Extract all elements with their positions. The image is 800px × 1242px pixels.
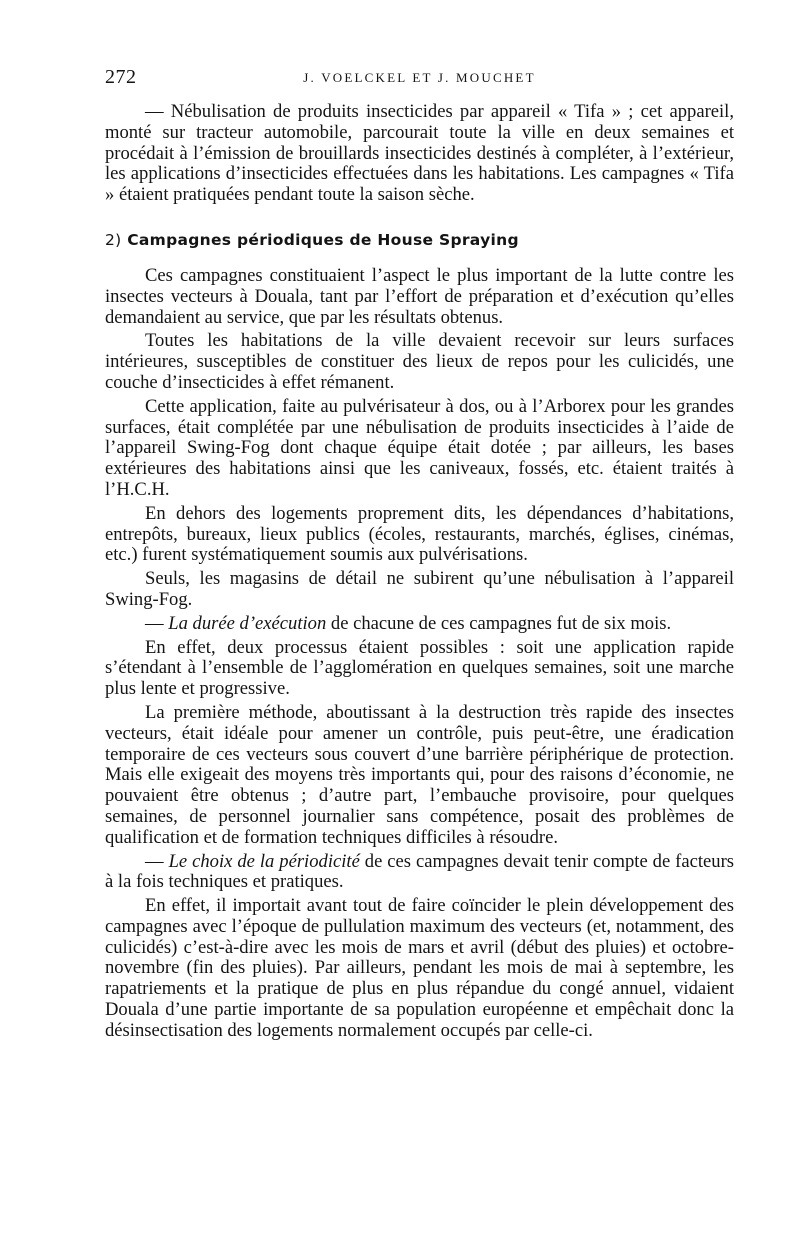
dash: — (145, 612, 169, 634)
section-heading (105, 230, 734, 250)
paragraph-text: de ces campagnes devait tenir compte de facteurs à la fois techniques et pratiques. (105, 850, 735, 893)
paragraph-duration (105, 614, 734, 635)
paragraph: Ces campagnes constituaient l’aspect le plus important de la lutte contre les insectes vecteurs à Douala, tant par l’effort de préparation et d’exécution qu’elles demandaient au service, que par les résultats obtenus. (105, 264, 734, 328)
paragraph: Toutes les habitations de la ville devaient recevoir sur leurs surfaces intérieures, susceptibles de constituer des lieux de repos pour les culicidés, une couche d’insecticides à effet rémanent. (105, 330, 734, 393)
dash: — (145, 850, 169, 872)
italic-term-periodicity: Le choix de la périodicité (168, 850, 360, 872)
section-title: Campagnes périodiques de House Spraying (127, 230, 519, 249)
italic-term-duration: La durée d’exécution (168, 612, 327, 634)
paragraph: La première méthode, aboutissant à la destruction très rapide des insectes vecteurs, était idéale pour amener un contrôle, puis peut-être, une éradication temporaire de ces vecteurs sous couvert d’une barrière périphérique de protection. Mais elle exigeait des moyens très importants qui, pour des raisons d’économie, ne pouvaient être obtenus ; d’autre part, l’embauche provisoire, pour quelques semaines, de personnel journalier sans compétence, posait des problèmes de qualification et de formation techniques difficiles à résoudre. (105, 701, 734, 848)
intro-paragraph: — Nébulisation de produits insecticides par appareil « Tifa » ; cet appareil, monté sur tracteur automobile, parcourait toute la ville en deux semaines et procédait à l’émission de brouillards insecticides destinés à compléter, à l’extérieur, les applications d’insecticides effectuées dans les habitations. Les campagnes « Tifa » étaient pratiquées pendant toute la saison sèche. (105, 101, 734, 206)
running-header (105, 66, 734, 90)
page-number: 272 (105, 66, 137, 88)
header-authors: J. VOELCKEL ET J. MOUCHET (303, 70, 536, 85)
paragraph: En effet, deux processus étaient possibles : soit une application rapide s’étendant à l’ensemble de l’agglomération en quelques semaines, soit une marche plus lente et progressive. (105, 636, 734, 700)
paragraph: Seuls, les magasins de détail ne subirent qu’une nébulisation à l’appareil Swing-Fog. (105, 568, 734, 610)
paragraph: En dehors des logements proprement dits, les dépendances d’habitations, entrepôts, bureaux, lieux publics (écoles, restaurants, marchés, églises, cinémas, etc.) furent systématiquement soumis aux pulvérisations. (105, 502, 734, 566)
section-number: 2) (105, 230, 122, 249)
paragraph: En effet, il importait avant tout de faire coïncider le plein développement des campagnes avec l’époque de pullulation maximum des vecteurs (et, notamment, des culicidés) c’est-à-dire avec les mois de mars et avril (début des pluies) et octobre-novembre (fin des pluies). Par ailleurs, pendant les mois de mai à septembre, les rapatriements et la pratique de plus en plus répandue du congé annuel, vidaient Douala d’une partie importante de sa population européenne et empêchait donc la désinsectisation des logements normalement occupés par celle-ci. (105, 895, 734, 1041)
body-text (105, 102, 734, 1042)
paragraph-text: de chacune de ces campagnes fut de six mois. (326, 612, 672, 634)
paragraph-periodicity (105, 852, 734, 894)
paragraph: Cette application, faite au pulvérisateur à dos, ou à l’Arborex pour les grandes surfaces, était complétée par une nébulisation de produits insecticides à l’aide de l’appareil Swing-Fog dont chaque équipe était dotée ; par ailleurs, les bases extérieures des habitations ainsi que les caniveaux, fossés, etc. étaient traités à l’H.C.H. (105, 395, 734, 500)
